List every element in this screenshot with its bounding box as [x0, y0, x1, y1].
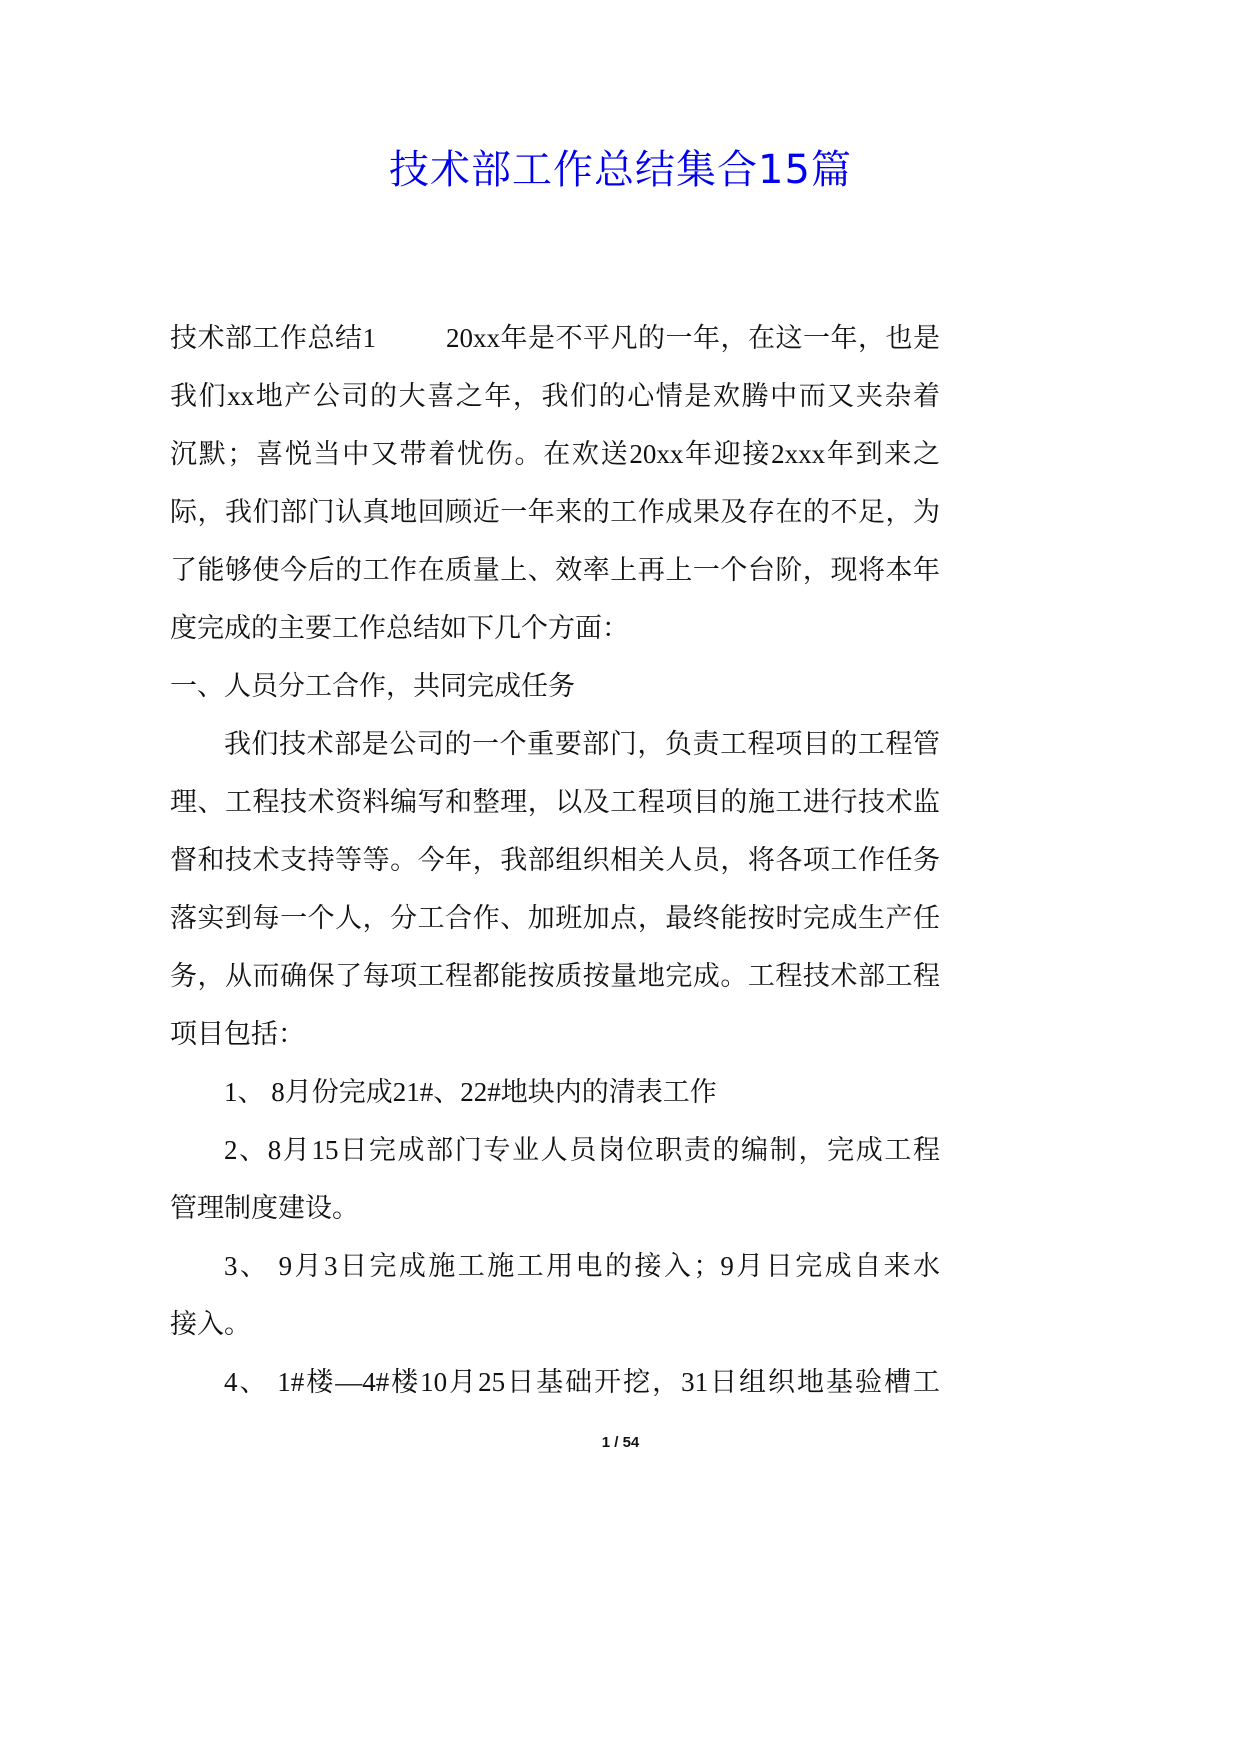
- document-body: [170, 309, 940, 1411]
- paragraph-line: 项目包括：: [170, 1019, 305, 1049]
- list-item: 4、 1#楼—4#楼10月25日基础开挖，31日组织地基验槽工: [224, 1367, 940, 1397]
- paragraph-line: 务，从而确保了每项工程都能按质按量地完成。工程技术部工程: [170, 961, 940, 991]
- page-number: 1 / 54: [601, 1434, 640, 1451]
- paragraph-line: 接入。: [170, 1309, 251, 1339]
- paragraph-line: 我们技术部是公司的一个重要部门，负责工程项目的工程管: [224, 729, 940, 759]
- list-item: 1、 8月份完成21#、22#地块内的清表工作: [224, 1077, 717, 1107]
- paragraph-line: 我们xx地产公司的大喜之年，我们的心情是欢腾中而又夹杂着: [170, 381, 940, 411]
- list-item: 2、8月15日完成部门专业人员岗位职责的编制，完成工程: [224, 1135, 940, 1165]
- paragraph-line: 际，我们部门认真地回顾近一年来的工作成果及存在的不足，为: [170, 497, 940, 527]
- paragraph-line: 管理制度建设。: [170, 1193, 359, 1223]
- paragraph-line: 理、工程技术资料编写和整理，以及工程项目的施工进行技术监: [170, 787, 940, 817]
- paragraph-line: 了能够使今后的工作在质量上、效率上再上一个台阶，现将本年: [170, 555, 940, 585]
- paragraph-line: 督和技术支持等等。今年，我部组织相关人员，将各项工作任务: [170, 845, 940, 875]
- paragraph-line: 沉默；喜悦当中又带着忧伤。在欢送20xx年迎接2xxx年到来之: [170, 439, 940, 469]
- section-heading: 一、人员分工合作，共同完成任务: [170, 671, 575, 701]
- paragraph-line: 度完成的主要工作总结如下几个方面：: [170, 613, 629, 643]
- paragraph-line: [170, 309, 940, 367]
- document-title: 技术部工作总结集合15篇: [389, 147, 852, 193]
- list-item: 3、 9月3日完成施工施工用电的接入；9月日完成自来水: [224, 1251, 940, 1281]
- section-heading: 技术部工作总结1: [170, 323, 376, 353]
- paragraph-line: 落实到每一个人，分工合作、加班加点，最终能按时完成生产任: [170, 903, 940, 933]
- paragraph-text: 20xx年是不平凡的一年，在这一年，也是: [446, 323, 940, 353]
